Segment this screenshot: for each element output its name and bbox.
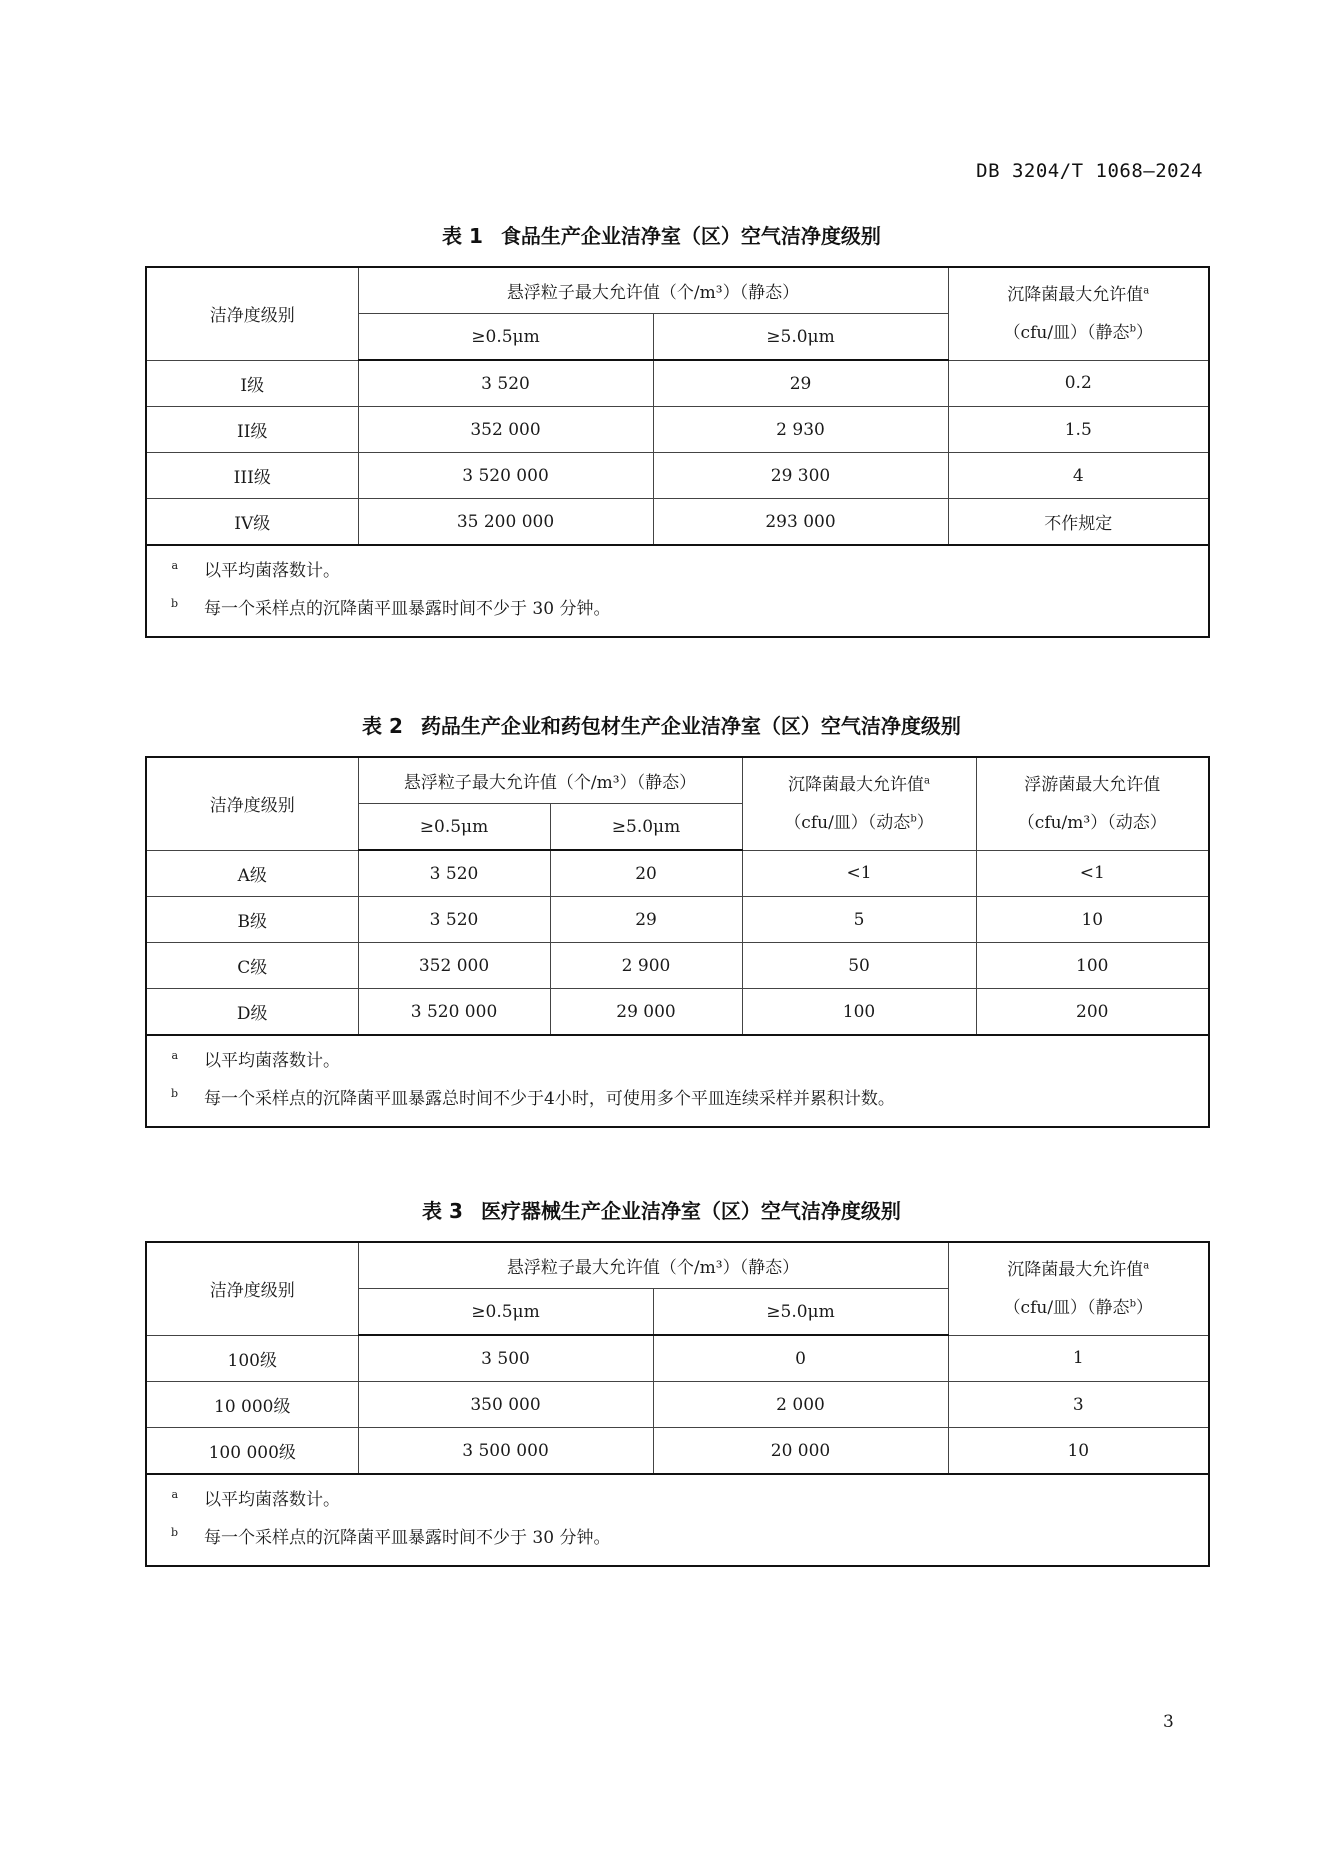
cell-settle: 0.2: [948, 360, 1209, 407]
table-title: 医疗器械生产企业洁净室（区）空气洁净度级别: [480, 1199, 901, 1223]
table-2-caption: [0, 710, 1323, 739]
cell-grade: B级: [146, 897, 358, 943]
cell-p50: 2 000: [653, 1382, 948, 1428]
cell-settle: 不作规定: [948, 499, 1209, 546]
header-p05: ≥0.5μm: [358, 1289, 653, 1336]
table-row: [146, 499, 1209, 546]
table-2: [145, 756, 1210, 1128]
cell-p05: 352 000: [358, 943, 550, 989]
table-row: [146, 1428, 1209, 1475]
table-notes: [146, 545, 1209, 637]
cell-p50: 2 900: [550, 943, 742, 989]
table-notes: [146, 1474, 1209, 1566]
cell-p50: 20: [550, 850, 742, 897]
header-grade: 洁净度级别: [146, 757, 358, 850]
footnote-b: b 每一个采样点的沉降菌平皿暴露时间不少于 30 分钟。: [170, 1526, 611, 1548]
table-row: [146, 360, 1209, 407]
cell-float: 200: [976, 989, 1209, 1036]
cell-grade: A级: [146, 850, 358, 897]
header-p50: ≥5.0μm: [550, 804, 742, 851]
table-3-caption: [0, 1195, 1323, 1224]
cell-float: 100: [976, 943, 1209, 989]
cell-settle: 100: [742, 989, 976, 1036]
cell-p50: 0: [653, 1335, 948, 1382]
cell-grade: II级: [146, 407, 358, 453]
header-airborne-bacteria: 浮游菌最大允许值 （cfu/m³）（动态）: [976, 757, 1209, 850]
cell-float: 10: [976, 897, 1209, 943]
footnote-a: a 以平均菌落数计。: [171, 1488, 340, 1510]
cell-grade: D级: [146, 989, 358, 1036]
header-p50: ≥5.0μm: [653, 1289, 948, 1336]
header-particles: 悬浮粒子最大允许值（个/m³）（静态）: [358, 267, 948, 314]
cell-grade: III级: [146, 453, 358, 499]
cell-settle: 3: [948, 1382, 1209, 1428]
table-1-caption: [0, 220, 1323, 249]
table-notes: [146, 1035, 1209, 1127]
table-number: 表 3: [422, 1199, 463, 1223]
cell-p05: 3 520: [358, 897, 550, 943]
header-p50: ≥5.0μm: [653, 314, 948, 361]
cell-p50: 2 930: [653, 407, 948, 453]
table-row: [146, 453, 1209, 499]
header-p05: ≥0.5μm: [358, 804, 550, 851]
table-title: 药品生产企业和药包材生产企业洁净室（区）空气洁净度级别: [420, 714, 961, 738]
header-p05: ≥0.5μm: [358, 314, 653, 361]
cell-settle: 4: [948, 453, 1209, 499]
table-row: [146, 1382, 1209, 1428]
header-settling-bacteria: 沉降菌最大允许值$^a$ （cfu/皿）（静态$^b$）: [948, 267, 1209, 360]
table-3: [145, 1241, 1210, 1567]
cell-p05: 3 520: [358, 850, 550, 897]
cell-p05: 3 520 000: [358, 989, 550, 1036]
footnote-b: b 每一个采样点的沉降菌平皿暴露总时间不少于4小时，可使用多个平皿连续采样并累积计数。: [170, 1087, 895, 1109]
table-row: [146, 989, 1209, 1036]
cell-p05: 3 500 000: [358, 1428, 653, 1475]
cell-grade: IV级: [146, 499, 358, 546]
cell-p05: 3 500: [358, 1335, 653, 1382]
cell-p50: 20 000: [653, 1428, 948, 1475]
cell-grade: I级: [146, 360, 358, 407]
table-row: [146, 1335, 1209, 1382]
table-row: [146, 850, 1209, 897]
footnote-b: b 每一个采样点的沉降菌平皿暴露时间不少于 30 分钟。: [170, 597, 611, 619]
header-particles: 悬浮粒子最大允许值（个/m³）（静态）: [358, 757, 742, 804]
cell-p05: 350 000: [358, 1382, 653, 1428]
table-row: [146, 407, 1209, 453]
cell-grade: 100 000级: [146, 1428, 358, 1475]
cell-p50: 29: [653, 360, 948, 407]
table-number: 表 1: [442, 224, 483, 248]
page-number: 3: [1163, 1712, 1174, 1732]
cell-settle: 10: [948, 1428, 1209, 1475]
cell-grade: 10 000级: [146, 1382, 358, 1428]
header-grade: 洁净度级别: [146, 1242, 358, 1335]
cell-float: <1: [976, 850, 1209, 897]
document-id: DB 3204/T 1068—2024: [976, 160, 1203, 182]
header-particles: 悬浮粒子最大允许值（个/m³）（静态）: [358, 1242, 948, 1289]
header-grade: 洁净度级别: [146, 267, 358, 360]
cell-p50: 29 300: [653, 453, 948, 499]
cell-p05: 3 520: [358, 360, 653, 407]
cell-p05: 35 200 000: [358, 499, 653, 546]
table-title: 食品生产企业洁净室（区）空气洁净度级别: [500, 224, 881, 248]
table-row: [146, 897, 1209, 943]
cell-settle: <1: [742, 850, 976, 897]
table-number: 表 2: [362, 714, 403, 738]
table-row: [146, 943, 1209, 989]
cell-p05: 352 000: [358, 407, 653, 453]
cell-grade: C级: [146, 943, 358, 989]
table-1: [145, 266, 1210, 638]
cell-p50: 293 000: [653, 499, 948, 546]
cell-settle: 1: [948, 1335, 1209, 1382]
cell-p05: 3 520 000: [358, 453, 653, 499]
cell-p50: 29: [550, 897, 742, 943]
footnote-a: a 以平均菌落数计。: [171, 559, 340, 581]
header-settling-bacteria: 沉降菌最大允许值$^a$ （cfu/皿）（动态$^b$）: [742, 757, 976, 850]
cell-grade: 100级: [146, 1335, 358, 1382]
cell-p50: 29 000: [550, 989, 742, 1036]
cell-settle: 1.5: [948, 407, 1209, 453]
footnote-a: a 以平均菌落数计。: [171, 1049, 340, 1071]
cell-settle: 50: [742, 943, 976, 989]
cell-settle: 5: [742, 897, 976, 943]
header-settling-bacteria: 沉降菌最大允许值$^a$ （cfu/皿）（静态$^b$）: [948, 1242, 1209, 1335]
